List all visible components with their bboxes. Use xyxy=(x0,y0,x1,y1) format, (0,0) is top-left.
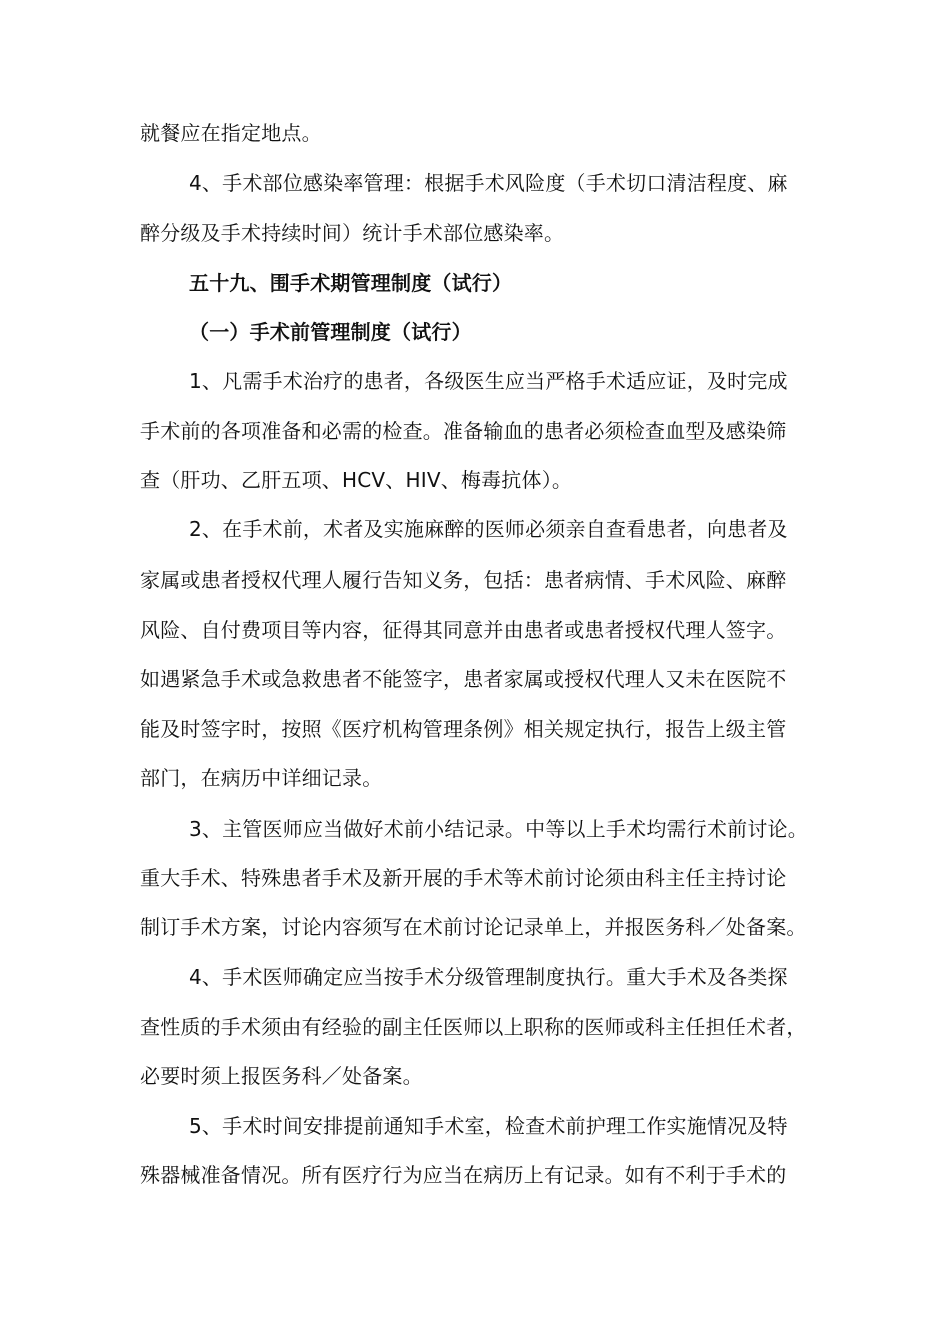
paragraph-line: 如遇紧急手术或急救患者不能签字，患者家属或授权代理人又未在医院不 xyxy=(140,667,787,691)
paragraph-line: 能及时签字时，按照《医疗机构管理条例》相关规定执行，报告上级主管 xyxy=(140,717,787,741)
paragraph-line: 制订手术方案，讨论内容须写在术前讨论记录单上，并报医务科／处备案。 xyxy=(140,915,807,939)
paragraph-line: 部门，在病历中详细记录。 xyxy=(140,766,383,790)
paragraph-line: 3、主管医师应当做好术前小结记录。中等以上手术均需行术前讨论。 xyxy=(189,817,808,841)
paragraph-line: 2、在手术前，术者及实施麻醉的医师必须亲自查看患者，向患者及 xyxy=(189,517,788,541)
paragraph-line: 重大手术、特殊患者手术及新开展的手术等术前讨论须由科主任主持讨论 xyxy=(140,866,787,890)
paragraph-line: 家属或患者授权代理人履行告知义务，包括：患者病情、手术风险、麻醉 xyxy=(140,568,787,592)
paragraph-line: 1、凡需手术治疗的患者，各级医生应当严格手术适应证，及时完成 xyxy=(189,369,788,393)
paragraph-line: 殊器械准备情况。所有医疗行为应当在病历上有记录。如有不利于手术的 xyxy=(140,1163,787,1187)
paragraph-line: 风险、自付费项目等内容，征得其同意并由患者或患者授权代理人签字。 xyxy=(140,618,787,642)
paragraph-line: 必要时须上报医务科／处备案。 xyxy=(140,1064,423,1088)
paragraph-line: 查（肝功、乙肝五项、HCV、HIV、梅毒抗体）。 xyxy=(140,468,573,492)
paragraph-line: 4、手术部位感染率管理：根据手术风险度（手术切口清洁程度、麻 xyxy=(189,171,788,195)
section-heading: 五十九、围手术期管理制度（试行） xyxy=(189,271,513,295)
paragraph-line: 手术前的各项准备和必需的检查。准备输血的患者必须检查血型及感染筛 xyxy=(140,419,787,443)
paragraph-line: 4、手术医师确定应当按手术分级管理制度执行。重大手术及各类探 xyxy=(189,965,788,989)
paragraph-line: 查性质的手术须由有经验的副主任医师以上职称的医师或科主任担任术者， xyxy=(140,1015,807,1039)
paragraph-line: 5、手术时间安排提前通知手术室，检查术前护理工作实施情况及特 xyxy=(189,1114,788,1138)
subsection-heading: （一）手术前管理制度（试行） xyxy=(189,320,472,344)
paragraph-line: 醉分级及手术持续时间）统计手术部位感染率。 xyxy=(140,221,565,245)
paragraph-line: 就餐应在指定地点。 xyxy=(140,121,322,145)
